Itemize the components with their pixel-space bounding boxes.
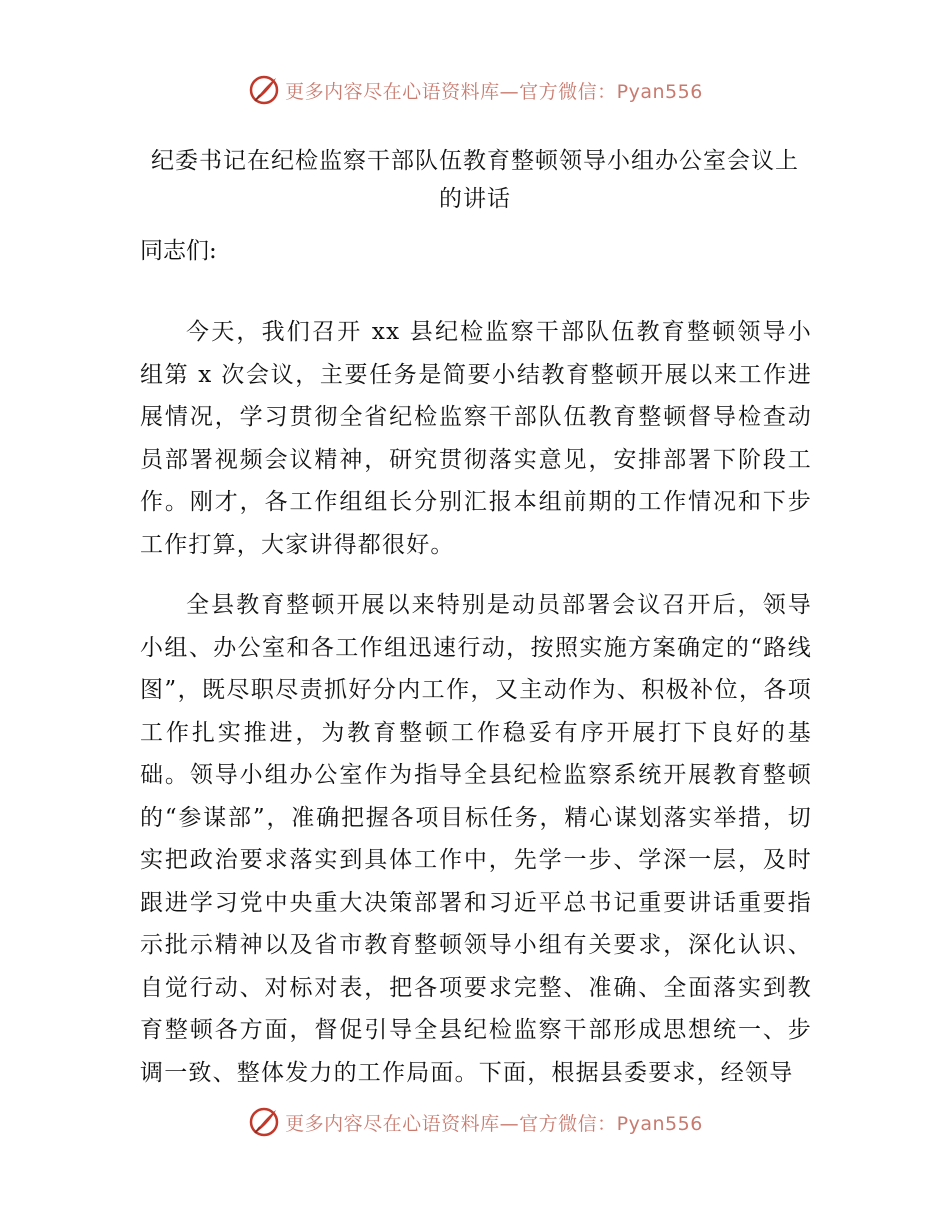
title-line-1: 纪委书记在纪检监察干部队伍教育整顿领导小组办公室会议上 [151, 148, 799, 174]
document-body [140, 311, 812, 1112]
header-banner [0, 70, 950, 110]
footer-banner [0, 1102, 950, 1142]
feather-pen-logo-icon [247, 1105, 281, 1139]
feather-pen-logo-icon [247, 73, 281, 107]
paragraph-2: 全县教育整顿开展以来特别是动员部署会议召开后，领导小组、办公室和各工作组迅速行动，按照实施方案确定的“路线图”，既尽职尽责抓好分内工作，又主动作为、积极补位，各项工作扎实推进，为教育整顿工作稳妥有序开展打下良好的基础。领导小组办公室作为指导全县纪检监察系统开展教育整顿的“参谋部”，准确把握各项目标任务，精心谋划落实举措，切实把政治要求落实到具体工作中，先学一步、学深一层，及时跟进学习党中央重大决策部署和习近平总书记重要讲话重要指示批示精神以及省市教育整顿领导小组有关要求，深化认识、自觉行动、对标对表，把各项要求完整、准确、全面落实到教育整顿各方面，督促引导全县纪检监察干部形成思想统一、步调一致、整体发力的工作局面。下面，根据县委要求，经领导 [140, 592, 812, 1086]
title-line-2: 的讲话 [439, 186, 511, 212]
footer-banner-text: 更多内容尽在心语资料库—官方微信：Pyan556 [285, 1112, 703, 1135]
document-title [140, 142, 810, 218]
salutation: 同志们: [140, 238, 217, 264]
header-banner-text: 更多内容尽在心语资料库—官方微信：Pyan556 [285, 80, 703, 103]
paragraph-1: 今天，我们召开 xx 县纪检监察干部队伍教育整顿领导小组第 x 次会议，主要任务是简要小结教育整顿开展以来工作进展情况，学习贯彻全省纪检监察干部队伍教育整顿督导检查动员部署视频会议精神，研究贯彻落实意见，安排部署下阶段工作。刚才，各工作组组长分别汇报本组前期的工作情况和下步工作打算，大家讲得都很好。 [140, 319, 812, 558]
